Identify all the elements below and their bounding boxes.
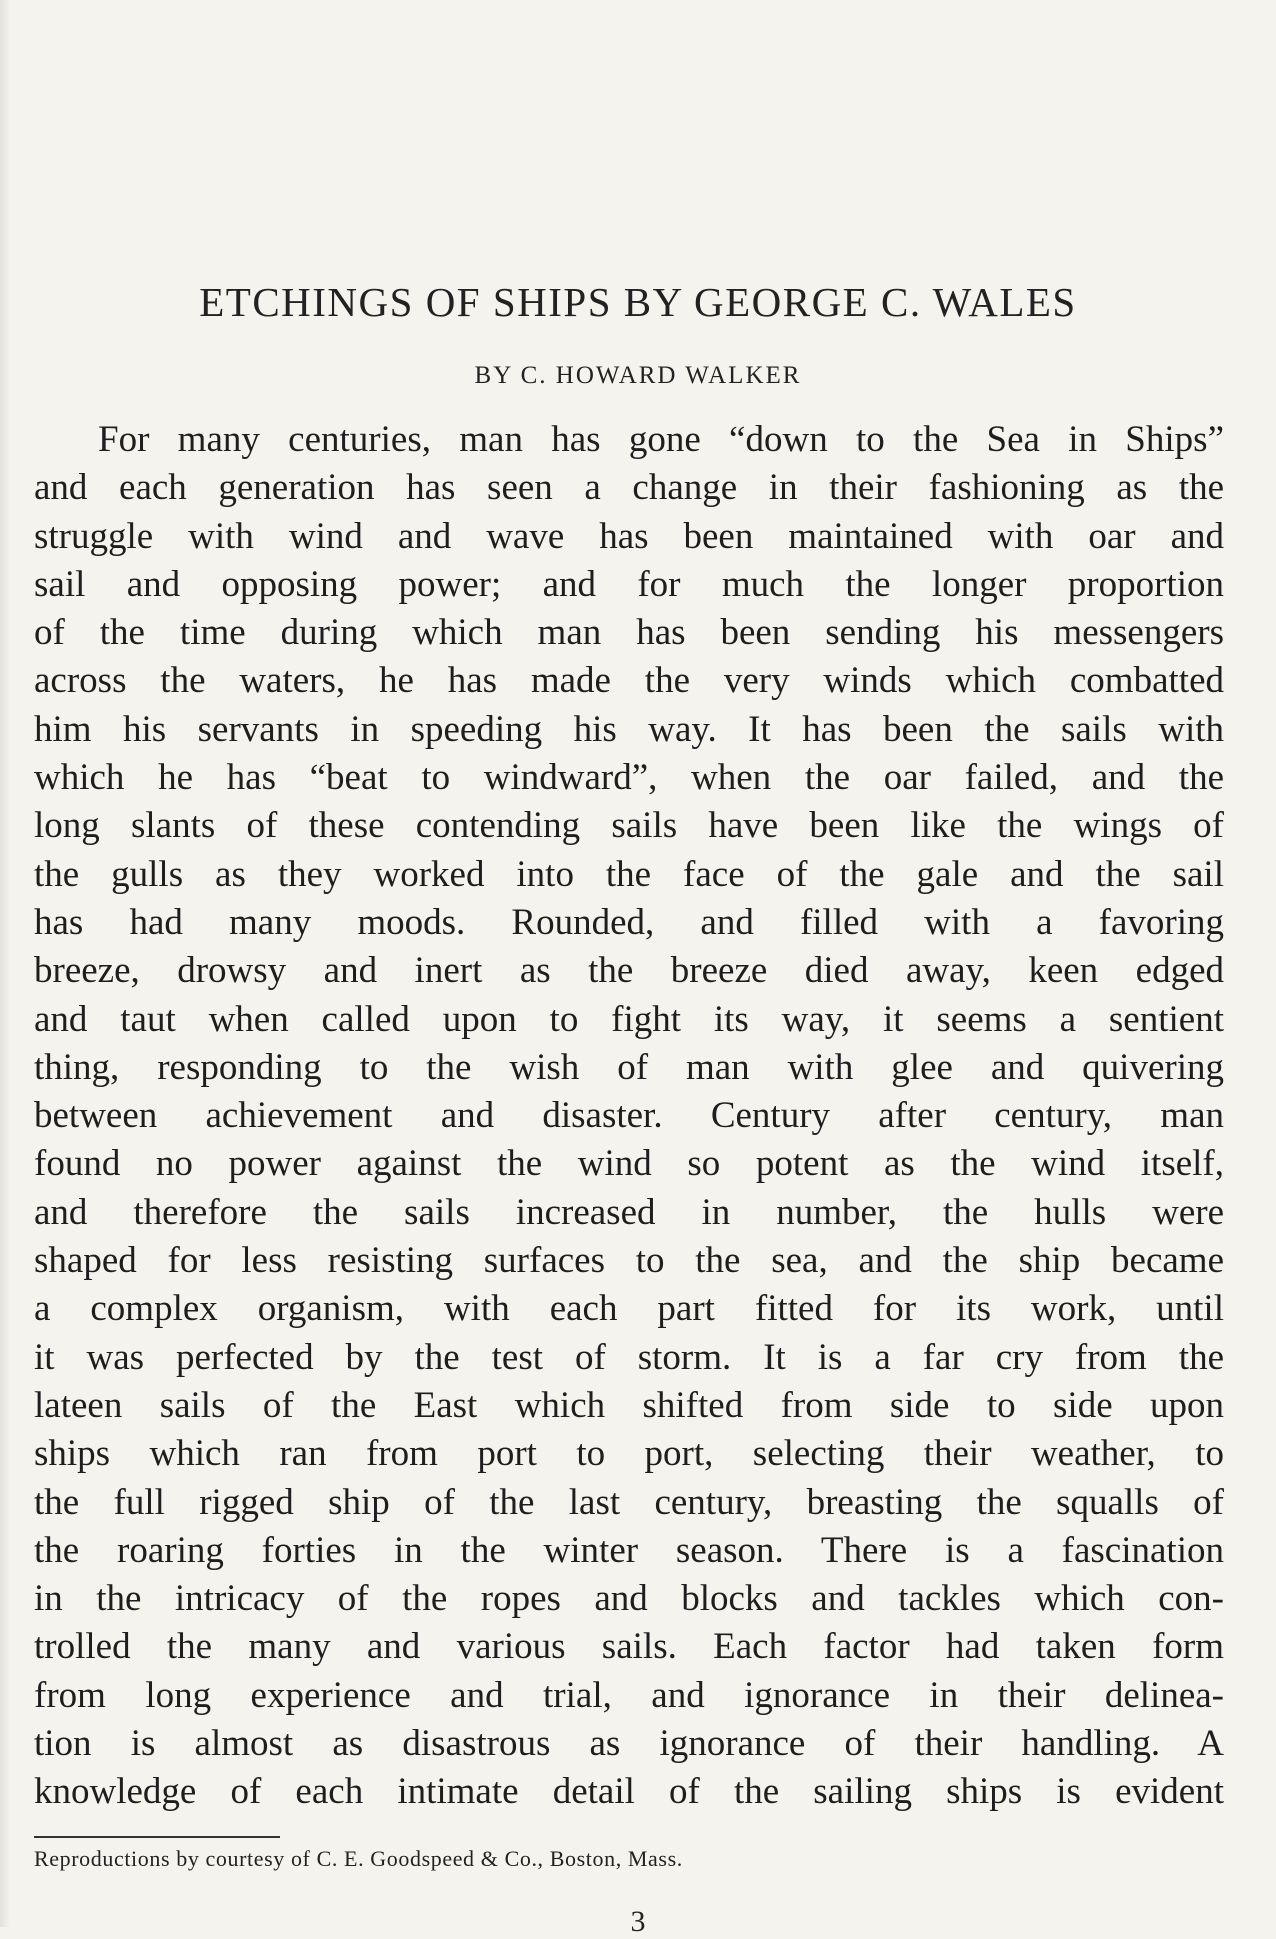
- body-line: breeze, drowsy and inert as the breeze died away, keen edged: [34, 950, 1224, 992]
- body-line: sail and opposing power; and for much the longer proportion: [34, 563, 1224, 605]
- body-line: the roaring forties in the winter season. There is a fascination: [34, 1529, 1224, 1571]
- footnote: Reproductions by courtesy of C. E. Goodspeed & Co., Boston, Mass.: [34, 1846, 683, 1871]
- body-line: from long experience and trial, and ignorance in their delinea-: [34, 1674, 1224, 1716]
- body-line: the gulls as they worked into the face of the gale and the sail: [34, 853, 1224, 895]
- body-line: has had many moods. Rounded, and filled with a favoring: [34, 901, 1224, 943]
- body-line: which he has “beat to windward”, when the oar failed, and the: [34, 757, 1224, 799]
- body-line: him his servants in speeding his way. It has been the sails with: [34, 708, 1224, 750]
- body-line: across the waters, he has made the very winds which combatted: [34, 660, 1224, 702]
- article-title: ETCHINGS OF SHIPS BY GEORGE C. WALES: [199, 279, 1077, 325]
- body-line: found no power against the wind so potent as the wind itself,: [34, 1143, 1224, 1185]
- article-body: [34, 416, 1224, 1817]
- body-line: thing, responding to the wish of man with glee and quivering: [34, 1046, 1224, 1088]
- body-line: the full rigged ship of the last century, breasting the squalls of: [34, 1481, 1224, 1523]
- page-number: 3: [630, 1905, 646, 1938]
- article-byline: BY C. HOWARD WALKER: [474, 362, 802, 389]
- body-line: ships which ran from port to port, selecting their weather, to: [34, 1433, 1224, 1475]
- body-line: in the intricacy of the ropes and blocks and tackles which con-: [34, 1578, 1224, 1620]
- body-line: trolled the many and various sails. Each factor had taken form: [34, 1626, 1224, 1668]
- body-line: between achievement and disaster. Century after century, man: [34, 1095, 1224, 1137]
- body-line: lateen sails of the East which shifted from side to side upon: [34, 1384, 1224, 1426]
- body-line: tion is almost as disastrous as ignorance of their handling. A: [34, 1723, 1224, 1765]
- body-line: shaped for less resisting surfaces to the sea, and the ship became: [34, 1240, 1224, 1282]
- body-line: knowledge of each intimate detail of the sailing ships is evident: [34, 1771, 1224, 1813]
- body-line: it was perfected by the test of storm. It is a far cry from the: [34, 1336, 1224, 1378]
- body-line: long slants of these contending sails have been like the wings of: [34, 805, 1224, 847]
- body-line: For many centuries, man has gone “down to the Sea in Ships”: [98, 419, 1224, 460]
- body-line: struggle with wind and wave has been maintained with oar and: [34, 515, 1224, 557]
- body-line: and each generation has seen a change in their fashioning as the: [34, 467, 1224, 509]
- body-line: and taut when called upon to fight its way, it seems a sentient: [34, 998, 1224, 1040]
- body-line: of the time during which man has been sending his messengers: [34, 612, 1224, 654]
- body-line: a complex organism, with each part fitted for its work, until: [34, 1288, 1224, 1330]
- footnote-rule: [34, 1836, 280, 1838]
- body-line: and therefore the sails increased in number, the hulls were: [34, 1191, 1224, 1233]
